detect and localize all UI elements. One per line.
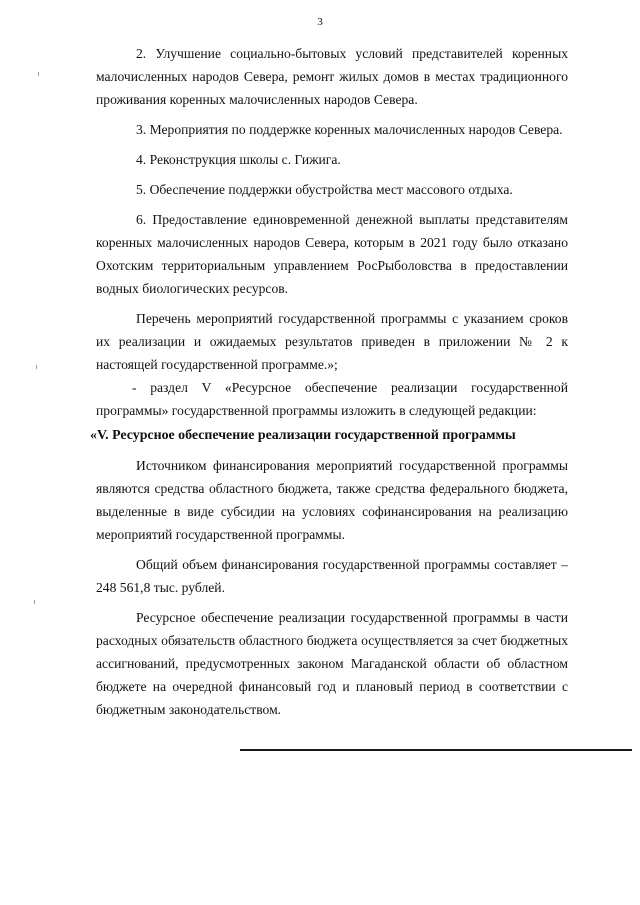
paragraph-item-6: 6. Предоставление единовременной денежной выплаты представителям коренных малочисленных народов Севера, которым в 2021 году было отказано Охотским территориальным управлением РосРыболовства в предоставлении водных биологических ресурсов. <box>96 212 568 296</box>
paragraph-item-3: 3. Мероприятия по поддержке коренных малочисленных народов Севера. <box>136 122 563 137</box>
scan-artifact <box>34 600 35 604</box>
paragraph-item-5: 5. Обеспечение поддержки обустройства мест массового отдыха. <box>136 182 513 197</box>
paragraph-item-2: 2. Улучшение социально-бытовых условий представителей коренных малочисленных народов Севера, ремонт жилых домов в местах традиционного проживания коренных малочисленных народов Севера. <box>96 46 568 107</box>
document-body <box>90 42 568 721</box>
paragraph-list-reference: Перечень мероприятий государственной программы с указанием сроков их реализации и ожидаемых результатов приведен в приложении № 2 к настоящей государственной программе.»; <box>96 311 568 372</box>
scan-artifact <box>36 365 37 369</box>
scan-artifact <box>38 72 39 76</box>
paragraph-item-4: 4. Реконструкция школы с. Гижига. <box>136 152 341 167</box>
paragraph-funding-sources: Источником финансирования мероприятий государственной программы являются средства областного бюджета, также средства федерального бюджета, выделенные в виде субсидии на условиях софинансирования на реализацию мероприятий государственной программы. <box>96 458 568 542</box>
horizontal-rule <box>240 749 632 751</box>
paragraph-total-funding: Общий объем финансирования государственной программы составляет – 248 561,8 тыс. рублей. <box>96 557 568 595</box>
paragraph-section-amendment: - раздел V «Ресурсное обеспечение реализации государственной программы» государственной программы изложить в следующей редакции: <box>96 380 568 418</box>
section-heading: «V. Ресурсное обеспечение реализации государственной программы <box>90 428 516 443</box>
page-number: 3 <box>317 16 323 28</box>
paragraph-resource-provision: Ресурсное обеспечение реализации государственной программы в части расходных обязательств областного бюджета осуществляется за счет бюджетных ассигнований, предусмотренных законом Магаданской области об областном бюджете на очередной финансовый год и плановый период в соответствии с бюджетным законодательством. <box>96 610 568 717</box>
